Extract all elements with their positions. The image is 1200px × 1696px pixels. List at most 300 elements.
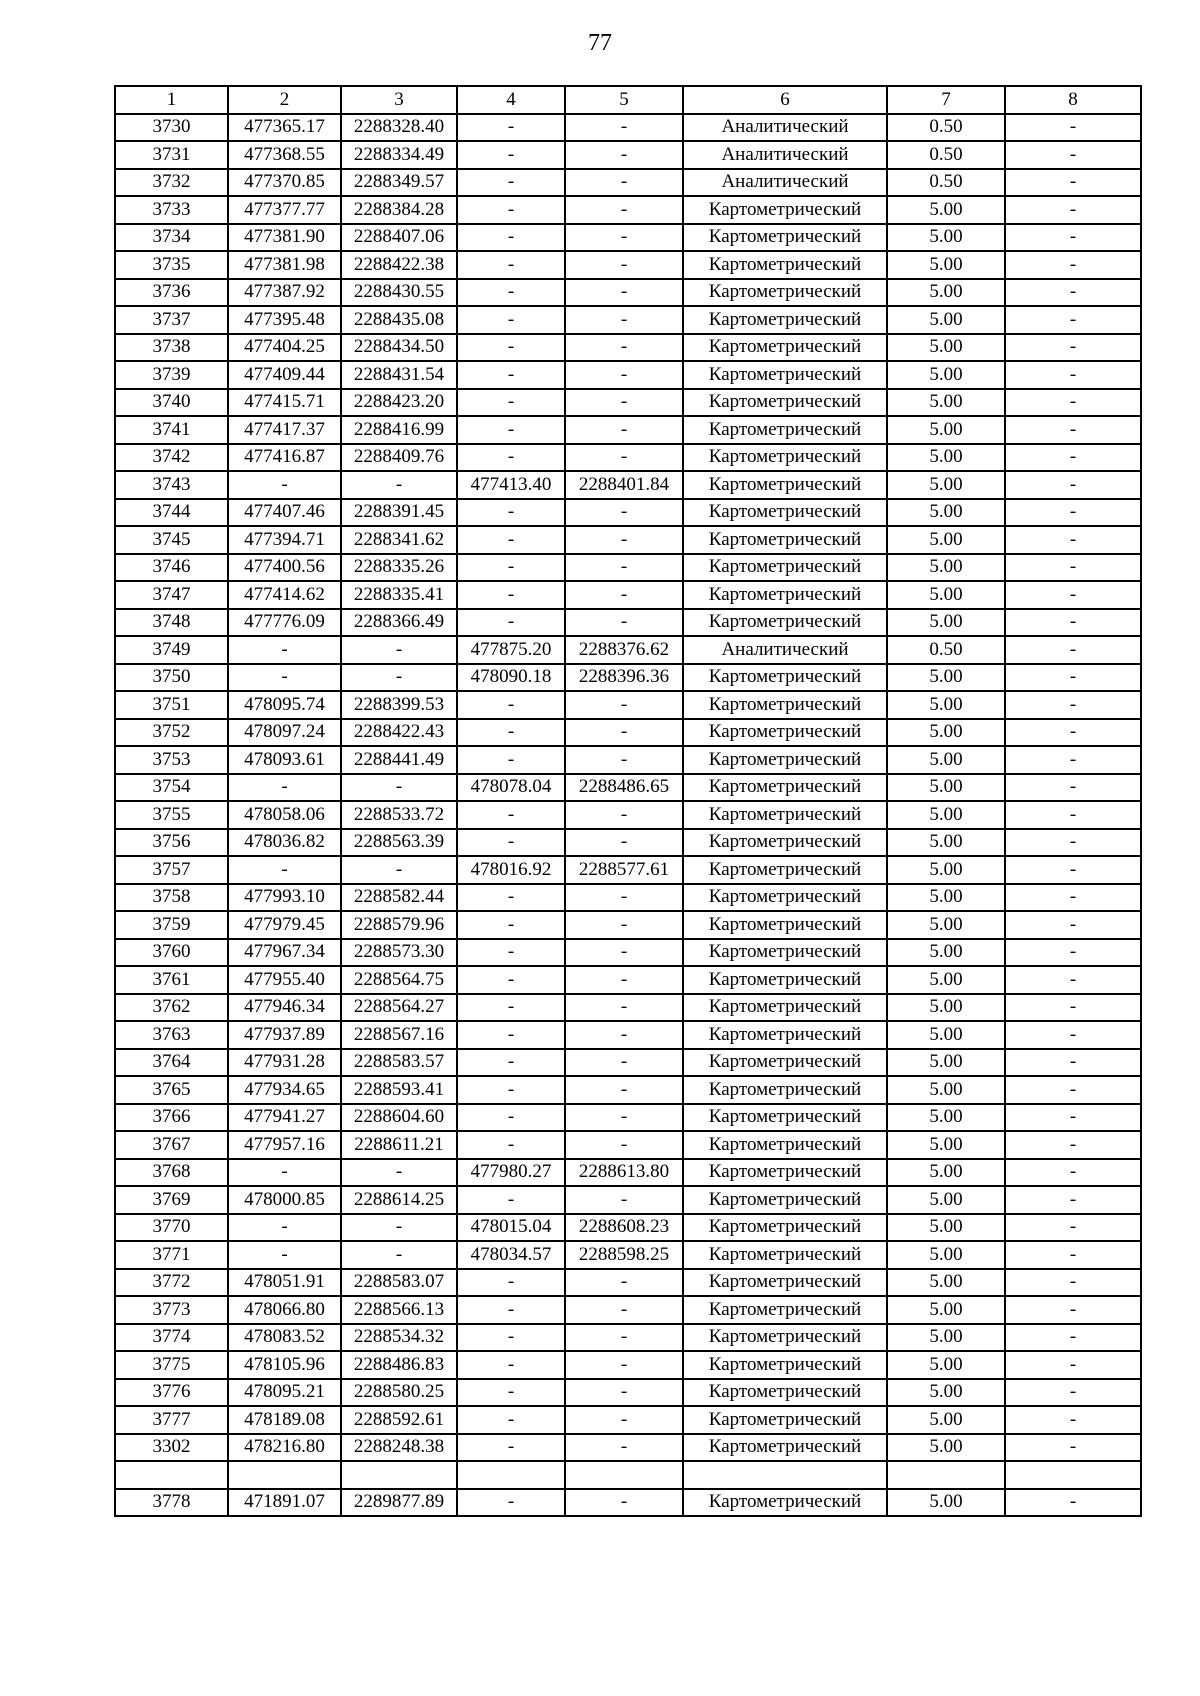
table-cell: - (228, 856, 341, 884)
table-cell: 5.00 (887, 691, 1005, 719)
table-cell: Картометрический (683, 1104, 887, 1132)
table-row (115, 609, 1141, 637)
table-row (115, 774, 1141, 802)
table-cell: Картометрический (683, 884, 887, 912)
table-cell: 3750 (115, 664, 228, 692)
table-cell: - (1005, 1021, 1141, 1049)
table-cell: - (457, 1379, 565, 1407)
table-cell: 3743 (115, 471, 228, 499)
table-cell: - (1005, 1324, 1141, 1352)
column-header-3: 3 (341, 86, 457, 114)
table-cell: 477395.48 (228, 306, 341, 334)
table-cell: 478036.82 (228, 829, 341, 857)
table-cell: 3734 (115, 224, 228, 252)
table-cell: 3766 (115, 1104, 228, 1132)
table-cell: 5.00 (887, 499, 1005, 527)
table-cell: - (565, 526, 683, 554)
table-row (115, 1241, 1141, 1269)
table-cell: 2288582.44 (341, 884, 457, 912)
table-cell: - (565, 1324, 683, 1352)
table-cell: 3745 (115, 526, 228, 554)
table-cell: 478083.52 (228, 1324, 341, 1352)
table-cell: - (457, 1104, 565, 1132)
table-cell: 477365.17 (228, 114, 341, 142)
table-cell: - (457, 1351, 565, 1379)
table-cell: - (1005, 939, 1141, 967)
table-cell: Картометрический (683, 1241, 887, 1269)
table-cell: 477404.25 (228, 334, 341, 362)
table-cell: 2288409.76 (341, 444, 457, 472)
table-cell: 477937.89 (228, 1021, 341, 1049)
table-cell: 3751 (115, 691, 228, 719)
table-cell: - (1005, 1186, 1141, 1214)
table-cell: 5.00 (887, 554, 1005, 582)
table-cell: 3741 (115, 416, 228, 444)
table-row (115, 1434, 1141, 1462)
table-cell: 3738 (115, 334, 228, 362)
table-cell: - (1005, 1379, 1141, 1407)
table-cell: 3758 (115, 884, 228, 912)
table-cell: - (1005, 1214, 1141, 1242)
table-cell: - (1005, 1434, 1141, 1462)
table-cell: - (1005, 471, 1141, 499)
table-cell: - (1005, 306, 1141, 334)
table-cell: - (457, 994, 565, 1022)
table-cell: - (565, 1049, 683, 1077)
table-cell: - (565, 361, 683, 389)
table-cell: 3732 (115, 169, 228, 197)
table-cell: 2288534.32 (341, 1324, 457, 1352)
table-cell: 2288423.20 (341, 389, 457, 417)
column-header-1: 1 (115, 86, 228, 114)
table-cell (565, 1461, 683, 1489)
column-header-7: 7 (887, 86, 1005, 114)
table-cell: - (457, 1296, 565, 1324)
table-cell: - (565, 1186, 683, 1214)
table-cell: - (228, 1159, 341, 1187)
table-row (115, 361, 1141, 389)
table-cell: 5.00 (887, 1186, 1005, 1214)
table-cell: 477370.85 (228, 169, 341, 197)
table-cell: 2288349.57 (341, 169, 457, 197)
table-cell: Аналитический (683, 141, 887, 169)
table-cell: 5.00 (887, 581, 1005, 609)
table-cell: - (565, 196, 683, 224)
table-cell (887, 1461, 1005, 1489)
page-number: 77 (588, 30, 612, 56)
table-cell: - (1005, 829, 1141, 857)
table-cell: - (565, 1104, 683, 1132)
table-cell: 3767 (115, 1131, 228, 1159)
table-cell: - (1005, 1489, 1141, 1517)
table-cell: 3768 (115, 1159, 228, 1187)
table-cell: - (341, 471, 457, 499)
table-cell: 477417.37 (228, 416, 341, 444)
table-cell: Картометрический (683, 1021, 887, 1049)
table-cell: Картометрический (683, 1296, 887, 1324)
table-cell: 2288573.30 (341, 939, 457, 967)
table-cell: Картометрический (683, 664, 887, 692)
table-cell: 2288435.08 (341, 306, 457, 334)
table-cell: - (1005, 251, 1141, 279)
table-cell: 0.50 (887, 114, 1005, 142)
table-row (115, 279, 1141, 307)
table-cell: - (565, 1269, 683, 1297)
table-cell (1005, 1461, 1141, 1489)
table-cell: - (1005, 1049, 1141, 1077)
table-cell: 2288592.61 (341, 1406, 457, 1434)
table-cell: - (1005, 664, 1141, 692)
column-header-6: 6 (683, 86, 887, 114)
table-cell: 2288567.16 (341, 1021, 457, 1049)
table-cell: - (565, 141, 683, 169)
table-cell: 478034.57 (457, 1241, 565, 1269)
table-cell: 477387.92 (228, 279, 341, 307)
table-cell: - (565, 224, 683, 252)
table-cell: 478090.18 (457, 664, 565, 692)
table-cell: 5.00 (887, 911, 1005, 939)
table-cell: - (1005, 774, 1141, 802)
table-cell: 2288399.53 (341, 691, 457, 719)
table-cell: - (1005, 1296, 1141, 1324)
table-row (115, 389, 1141, 417)
table-cell: 5.00 (887, 389, 1005, 417)
table-row (115, 1131, 1141, 1159)
table-cell: - (1005, 609, 1141, 637)
table-cell: - (1005, 1159, 1141, 1187)
table-cell: 3777 (115, 1406, 228, 1434)
table-cell: - (457, 306, 565, 334)
table-row (115, 1489, 1141, 1517)
table-cell: - (565, 1021, 683, 1049)
table-cell: - (457, 389, 565, 417)
table-cell: 5.00 (887, 1324, 1005, 1352)
table-cell: 5.00 (887, 829, 1005, 857)
table-cell: - (565, 1406, 683, 1434)
table-cell: - (1005, 746, 1141, 774)
table-cell: 5.00 (887, 939, 1005, 967)
table-cell: - (1005, 1104, 1141, 1132)
table-cell: Картометрический (683, 774, 887, 802)
table-cell: Картометрический (683, 801, 887, 829)
table-row (115, 664, 1141, 692)
table-cell: 3740 (115, 389, 228, 417)
table-cell: 2288533.72 (341, 801, 457, 829)
table-cell: - (1005, 279, 1141, 307)
table-row (115, 1049, 1141, 1077)
table-cell: - (565, 279, 683, 307)
table-cell: - (565, 1296, 683, 1324)
table-cell: - (1005, 444, 1141, 472)
table-cell: Картометрический (683, 196, 887, 224)
table-cell: - (1005, 141, 1141, 169)
table-cell: - (457, 251, 565, 279)
table-row (115, 1269, 1141, 1297)
table-cell: - (1005, 1241, 1141, 1269)
table-cell: 477416.87 (228, 444, 341, 472)
table-cell: 3737 (115, 306, 228, 334)
table-cell: 478095.21 (228, 1379, 341, 1407)
table-cell: - (565, 939, 683, 967)
table-cell: - (565, 1351, 683, 1379)
table-cell: 3753 (115, 746, 228, 774)
table-cell: Картометрический (683, 856, 887, 884)
table-cell: Картометрический (683, 994, 887, 1022)
table-cell: 5.00 (887, 1434, 1005, 1462)
table-cell: - (457, 801, 565, 829)
table-cell: - (457, 911, 565, 939)
table-cell: 477931.28 (228, 1049, 341, 1077)
table-cell: - (457, 224, 565, 252)
table-row (115, 801, 1141, 829)
table-cell: - (1005, 389, 1141, 417)
table-cell: 5.00 (887, 1214, 1005, 1242)
table-cell: 5.00 (887, 966, 1005, 994)
table-cell: - (457, 829, 565, 857)
table-cell: 478066.80 (228, 1296, 341, 1324)
table-cell: - (565, 499, 683, 527)
table-cell: - (457, 1076, 565, 1104)
table-cell: - (565, 444, 683, 472)
column-header-4: 4 (457, 86, 565, 114)
column-header-5: 5 (565, 86, 683, 114)
table-cell: Картометрический (683, 746, 887, 774)
table-cell: 477941.27 (228, 1104, 341, 1132)
table-cell: 3730 (115, 114, 228, 142)
table-cell: Картометрический (683, 966, 887, 994)
table-cell: 3773 (115, 1296, 228, 1324)
table-cell: 3756 (115, 829, 228, 857)
table-cell: 5.00 (887, 444, 1005, 472)
table-cell: 478015.04 (457, 1214, 565, 1242)
table-cell: 2288593.41 (341, 1076, 457, 1104)
table-cell: 478016.92 (457, 856, 565, 884)
table-cell: 5.00 (887, 1049, 1005, 1077)
table-cell: - (1005, 1076, 1141, 1104)
table-cell: - (1005, 114, 1141, 142)
table-cell: 478051.91 (228, 1269, 341, 1297)
column-header-8: 8 (1005, 86, 1141, 114)
table-cell: - (1005, 1406, 1141, 1434)
coordinates-table (114, 85, 1142, 1517)
table-cell: Картометрический (683, 279, 887, 307)
table-cell: - (457, 1186, 565, 1214)
table-cell: - (1005, 801, 1141, 829)
table-row (115, 114, 1141, 142)
table-cell: - (457, 416, 565, 444)
table-cell: 477957.16 (228, 1131, 341, 1159)
table-cell: 478078.04 (457, 774, 565, 802)
table-cell: 5.00 (887, 416, 1005, 444)
table-cell: 5.00 (887, 471, 1005, 499)
table-cell: 5.00 (887, 801, 1005, 829)
table-cell: 2288608.23 (565, 1214, 683, 1242)
table-cell: 478216.80 (228, 1434, 341, 1462)
table-cell: 478189.08 (228, 1406, 341, 1434)
table-cell: 2288580.25 (341, 1379, 457, 1407)
table-cell (341, 1461, 457, 1489)
table-cell: - (565, 911, 683, 939)
table-row (115, 306, 1141, 334)
table-cell: 5.00 (887, 1131, 1005, 1159)
table-cell: - (565, 416, 683, 444)
table-cell: Картометрический (683, 939, 887, 967)
table-cell: - (565, 801, 683, 829)
table-cell: - (341, 856, 457, 884)
table-cell: 5.00 (887, 251, 1005, 279)
table-cell: - (1005, 1351, 1141, 1379)
table-cell: Картометрический (683, 361, 887, 389)
table-cell: 3765 (115, 1076, 228, 1104)
table-cell: 2288376.62 (565, 636, 683, 664)
table-cell: 477946.34 (228, 994, 341, 1022)
table-cell: - (1005, 361, 1141, 389)
table-row (115, 1021, 1141, 1049)
table-cell: 3744 (115, 499, 228, 527)
table-cell: 478095.74 (228, 691, 341, 719)
table-cell: 2288422.43 (341, 719, 457, 747)
table-row (115, 334, 1141, 362)
table-cell: - (565, 746, 683, 774)
table-cell: 3757 (115, 856, 228, 884)
table-cell: 477381.98 (228, 251, 341, 279)
table-row (115, 224, 1141, 252)
table-cell: Картометрический (683, 1269, 887, 1297)
table-cell: 2288441.49 (341, 746, 457, 774)
table-cell: 5.00 (887, 1241, 1005, 1269)
table-cell: - (457, 1406, 565, 1434)
table-cell: - (1005, 224, 1141, 252)
table-cell: 2288486.83 (341, 1351, 457, 1379)
table-cell: - (457, 141, 565, 169)
table-cell (115, 1461, 228, 1489)
table-cell: 3771 (115, 1241, 228, 1269)
table-cell: Картометрический (683, 911, 887, 939)
table-cell: Картометрический (683, 389, 887, 417)
table-cell: Картометрический (683, 1131, 887, 1159)
table-cell: 3749 (115, 636, 228, 664)
table-cell: - (228, 664, 341, 692)
table-cell: 2288430.55 (341, 279, 457, 307)
table-cell: 0.50 (887, 636, 1005, 664)
table-cell: - (1005, 994, 1141, 1022)
table-cell: 3733 (115, 196, 228, 224)
table-cell: - (341, 774, 457, 802)
table-cell: - (565, 389, 683, 417)
table-cell: - (457, 499, 565, 527)
table-cell: 5.00 (887, 361, 1005, 389)
table-cell: - (565, 1379, 683, 1407)
table-cell: 2288613.80 (565, 1159, 683, 1187)
table-cell: 2288434.50 (341, 334, 457, 362)
table-cell: 478105.96 (228, 1351, 341, 1379)
table-cell: - (1005, 636, 1141, 664)
table-cell: 477407.46 (228, 499, 341, 527)
table-row (115, 1379, 1141, 1407)
table-row (115, 1351, 1141, 1379)
table-cell: Картометрический (683, 526, 887, 554)
table-cell (683, 1461, 887, 1489)
table-cell: - (1005, 911, 1141, 939)
table-cell: 5.00 (887, 884, 1005, 912)
table-cell: 2288396.36 (565, 664, 683, 692)
table-cell: 5.00 (887, 856, 1005, 884)
table-cell: 3731 (115, 141, 228, 169)
table-cell: 2288566.13 (341, 1296, 457, 1324)
table-row (115, 691, 1141, 719)
table-cell: - (457, 691, 565, 719)
table-cell: - (457, 1049, 565, 1077)
table-cell: 2288611.21 (341, 1131, 457, 1159)
table-row (115, 746, 1141, 774)
table-row (115, 966, 1141, 994)
table-cell: - (565, 554, 683, 582)
table-cell: 5.00 (887, 1351, 1005, 1379)
table-row (115, 1406, 1141, 1434)
table-cell: 3742 (115, 444, 228, 472)
table-cell: 5.00 (887, 1104, 1005, 1132)
table-cell: 477381.90 (228, 224, 341, 252)
table-cell: Картометрический (683, 1324, 887, 1352)
table-cell: - (565, 691, 683, 719)
table-cell: 3754 (115, 774, 228, 802)
table-cell (457, 1461, 565, 1489)
table-cell: - (1005, 856, 1141, 884)
table-row (115, 1186, 1141, 1214)
table-cell: 2288486.65 (565, 774, 683, 802)
table-row (115, 829, 1141, 857)
table-cell: 477413.40 (457, 471, 565, 499)
table-cell: 478058.06 (228, 801, 341, 829)
table-cell: 477368.55 (228, 141, 341, 169)
table-cell: Картометрический (683, 1489, 887, 1517)
table-cell: Картометрический (683, 554, 887, 582)
table-cell: 2288431.54 (341, 361, 457, 389)
table-cell: 5.00 (887, 609, 1005, 637)
table-cell: 3746 (115, 554, 228, 582)
table-cell: 3778 (115, 1489, 228, 1517)
table-cell: 3748 (115, 609, 228, 637)
table-cell: 2288564.27 (341, 994, 457, 1022)
table-cell: 477980.27 (457, 1159, 565, 1187)
table-cell: 5.00 (887, 1406, 1005, 1434)
table-cell: - (457, 169, 565, 197)
table-cell: 5.00 (887, 334, 1005, 362)
table-cell: - (565, 719, 683, 747)
table-row (115, 1104, 1141, 1132)
table-cell: - (1005, 334, 1141, 362)
table-cell: - (565, 1489, 683, 1517)
table-cell: 0.50 (887, 169, 1005, 197)
table-cell: 5.00 (887, 994, 1005, 1022)
table-cell: 5.00 (887, 664, 1005, 692)
table-cell: - (341, 1241, 457, 1269)
table-cell: Картометрический (683, 1049, 887, 1077)
table-cell: 3761 (115, 966, 228, 994)
table-cell: - (565, 609, 683, 637)
table-row (115, 169, 1141, 197)
table-cell: 5.00 (887, 306, 1005, 334)
table-cell: 478097.24 (228, 719, 341, 747)
table-cell: - (565, 334, 683, 362)
table-cell: 3770 (115, 1214, 228, 1242)
table-cell: - (1005, 1131, 1141, 1159)
table-cell: 5.00 (887, 1269, 1005, 1297)
table-row (115, 856, 1141, 884)
table-cell: - (1005, 196, 1141, 224)
table-cell: 3776 (115, 1379, 228, 1407)
table-cell: - (457, 966, 565, 994)
